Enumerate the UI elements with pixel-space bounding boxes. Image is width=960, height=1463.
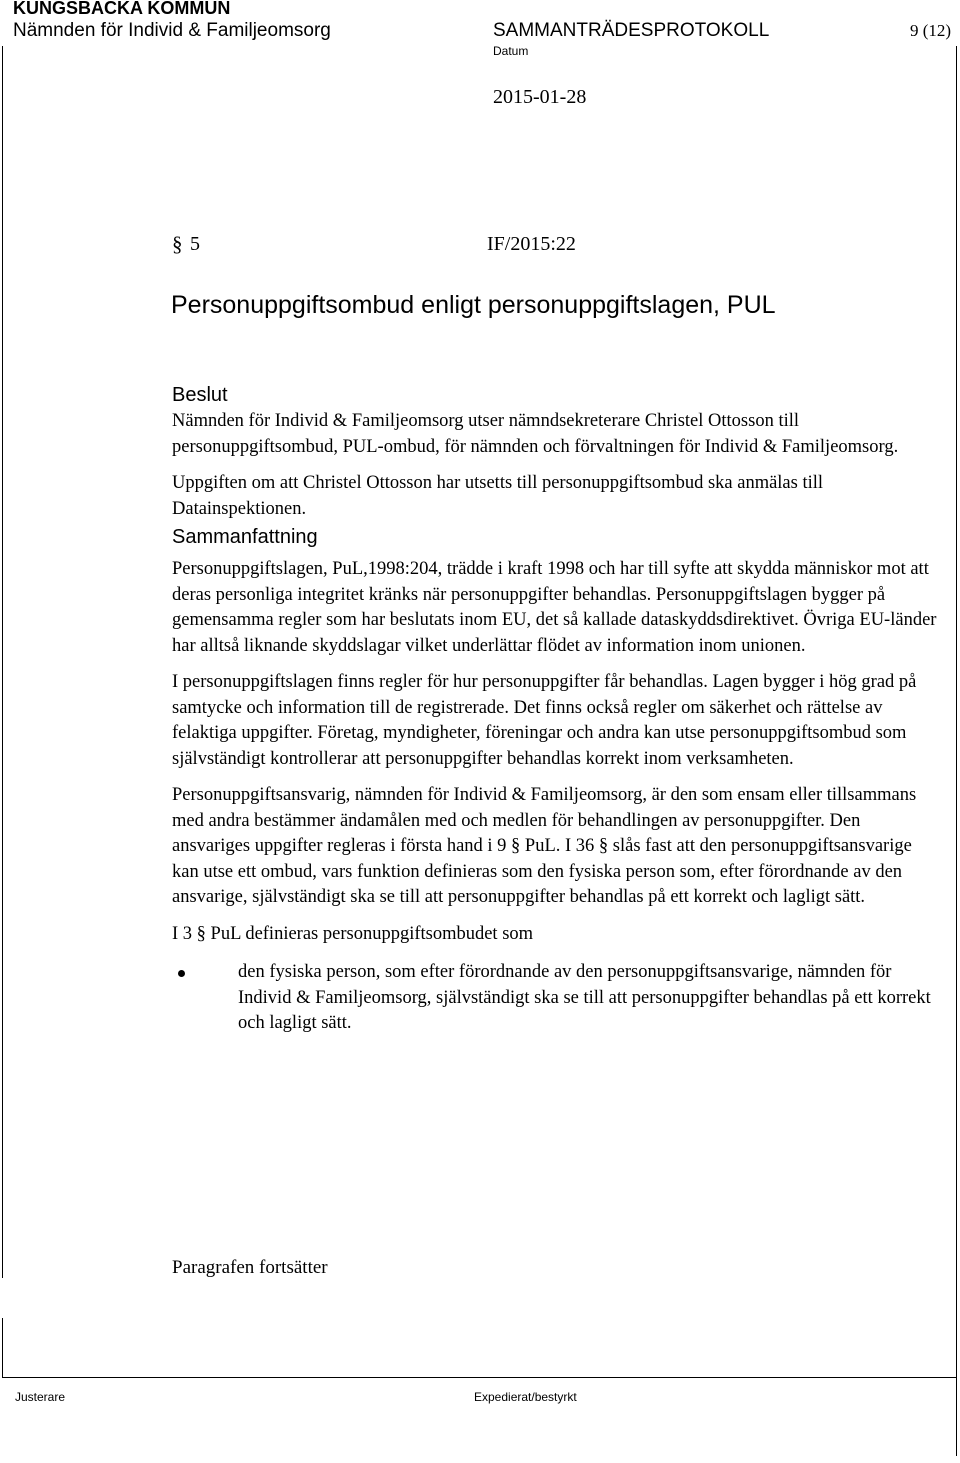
right-margin-rule xyxy=(956,46,957,1456)
case-number: IF/2015:22 xyxy=(487,233,576,255)
left-margin-rule xyxy=(2,46,3,1278)
summary-paragraph: Personuppgiftslagen, PuL,1998:204, trädde i kraft 1998 och har till syfte att skydda människor mot att deras personliga integritet kränks när personuppgifter behandlas. Personuppgiftslagen bygger på gemensamma regler som har beslutats inom EU, det så kallade dataskyddsdirektivet. Övriga EU-länder har alltså liknande skyddslagar vilket underlättar flödet av information inom unionen. xyxy=(172,559,937,656)
date-value: 2015-01-28 xyxy=(493,86,587,108)
bullet-text: den fysiska person, som efter förordnande av den personuppgiftsansvarige, nämnden för Individ & Familjeomsorg, självständigt ska se till att personuppgifter behandlas på ett korrekt och lagligt sätt. xyxy=(238,962,931,1033)
organization-name: KUNGSBACKA KOMMUN xyxy=(13,0,231,18)
date-label: Datum xyxy=(493,44,529,58)
bullet-icon xyxy=(178,970,185,977)
paragraph-number: 5 xyxy=(190,233,200,255)
committee-name: Nämnden för Individ & Familjeomsorg xyxy=(13,20,331,41)
protocol-body xyxy=(172,384,942,1048)
summary-paragraph: Personuppgiftsansvarig, nämnden för Individ & Familjeomsorg, är den som ensam eller tillsammans med andra bestämmer ändamålen med och medlen för behandlingen av personuppgifter. Den ansvariges uppgifter regleras i första hand i 9 § PuL. I 36 § slås fast att den personuppgiftsansvarige kan utse ett ombud, vars funktion definieras som den fysiska person som, efter förordnande av den ansvarige, självständigt ska se till att personuppgifter behandlas på ett korrekt och lagligt sätt. xyxy=(172,785,917,907)
decision-paragraph: Nämnden för Individ & Familjeomsorg utser nämndsekreterare Christel Ottosson till personuppgiftsombud, PUL-ombud, för nämnden och förvaltningen för Individ & Familjeomsorg. xyxy=(172,411,899,457)
continue-note: Paragrafen fortsätter xyxy=(172,1257,328,1278)
decision-heading: Beslut xyxy=(172,384,228,406)
summary-heading: Sammanfattning xyxy=(172,526,318,548)
bullet-item xyxy=(172,960,942,1037)
section-title: Personuppgiftsombud enligt personuppgiftslagen, PUL xyxy=(171,291,776,319)
summary-paragraph: I personuppgiftslagen finns regler för hur personuppgifter får behandlas. Lagen bygger i hög grad på samtycke och information till de registrerade. Det finns också regler om säkerhet och rättelse av felaktiga uppgifter. Företag, myndigheter, föreningar och andra kan utse personuppgiftsombud som självständigt kontrollerar att personuppgifter behandlas korrekt inom verksamheten. xyxy=(172,672,917,769)
summary-paragraph: I 3 § PuL definieras personuppgiftsombudet som xyxy=(172,923,534,944)
page-number: 9 (12) xyxy=(910,21,952,40)
decision-paragraph: Uppgiften om att Christel Ottosson har utsetts till personuppgiftsombud ska anmälas till Datainspektionen. xyxy=(172,473,824,519)
left-margin-rule-lower xyxy=(2,1318,3,1378)
footer-justerare-label: Justerare xyxy=(15,1390,66,1404)
document-type: SAMMANTRÄDESPROTOKOLL xyxy=(493,20,770,41)
footer-expedierat-label: Expedierat/bestyrkt xyxy=(474,1390,577,1404)
paragraph-sign: § xyxy=(172,232,183,256)
footer-divider xyxy=(2,1377,957,1378)
